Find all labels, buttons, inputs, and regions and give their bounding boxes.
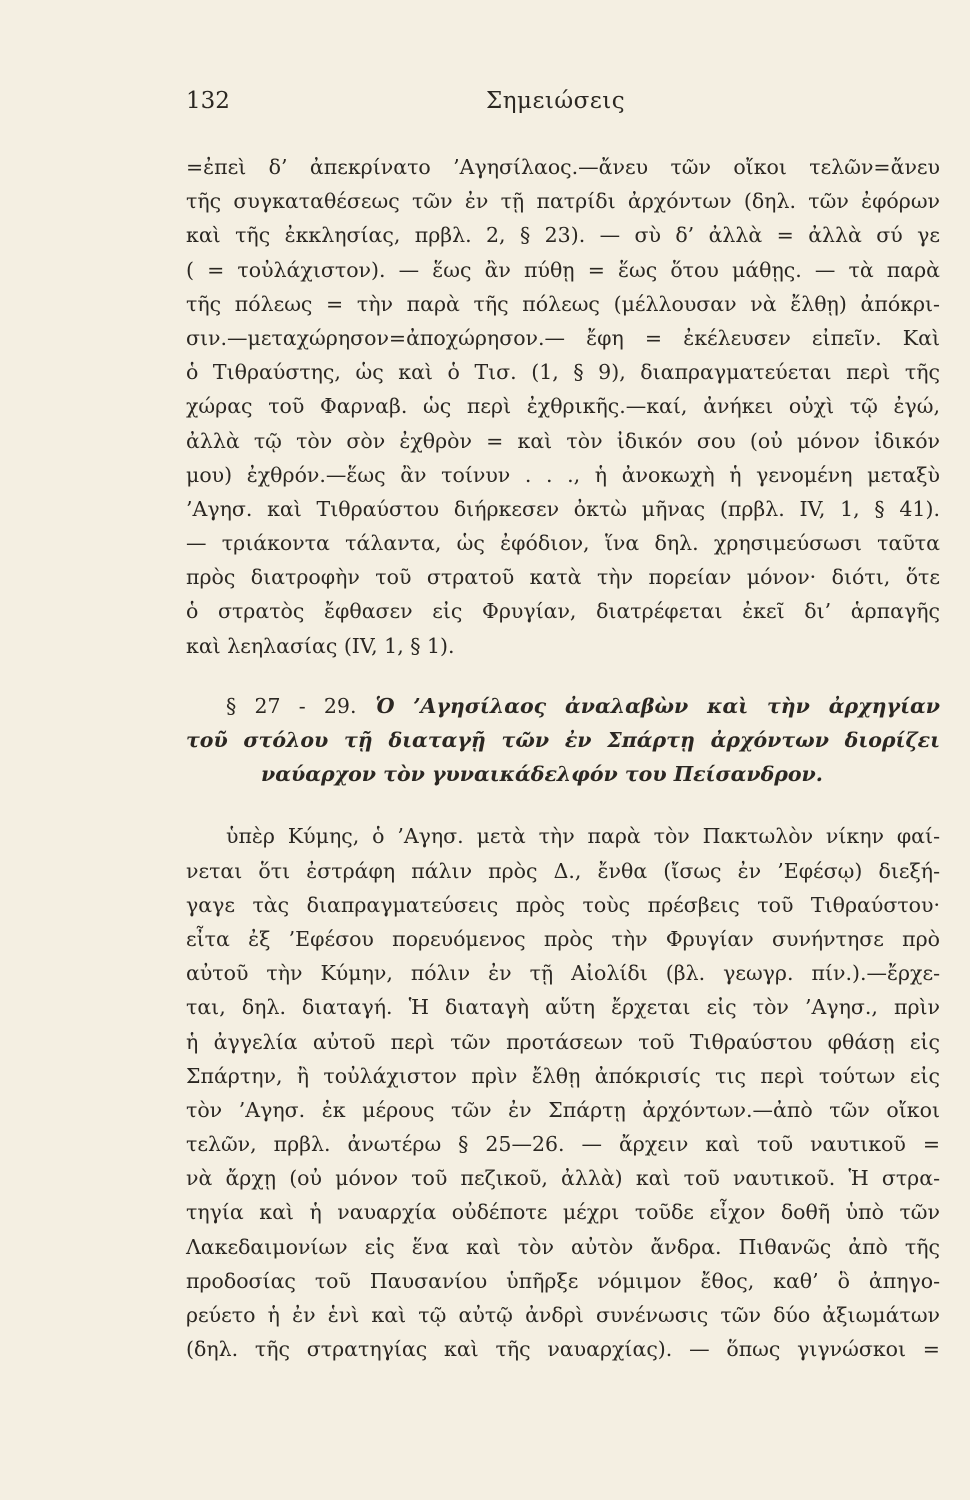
section-heading-line-2: τοῦ στόλου τῇ διαταγῇ τῶν ἐν Σπάρτῃ ἀρχόντων διορίζει bbox=[186, 728, 940, 752]
text-line: ἀλλὰ τῷ τὸν σὸν ἐχθρὸν = καὶ τὸν ἰδικόν σου (οὐ μόνον ἰδικόν bbox=[186, 428, 940, 453]
notes-paragraph-2 bbox=[186, 819, 940, 1366]
notes-paragraph-1 bbox=[186, 150, 940, 663]
page-header bbox=[186, 88, 934, 128]
text-line: ὑπὲρ Κύμης, ὁ ’Αγησ. μετὰ τὴν παρὰ τὸν Πακτωλὸν νίκην φαί- bbox=[226, 824, 940, 849]
text-line: προδοσίας τοῦ Παυσανίου ὑπῆρξε νόμιμον ἔθος, καθ’ ὃ ἀπηγο- bbox=[186, 1268, 940, 1293]
text-line: πρὸς διατροφὴν τοῦ στρατοῦ κατὰ τὴν πορείαν μόνον· διότι, ὅτε bbox=[186, 565, 940, 590]
text-line: καὶ λεηλασίας (IV, 1, § 1). bbox=[186, 633, 455, 658]
text-line: γαγε τὰς διαπραγματεύσεις πρὸς τοὺς πρέσβεις τοῦ Τιθραύστου· bbox=[186, 892, 940, 917]
text-line: καὶ τῆς ἐκκλησίας, πρβλ. 2, § 23). — σὺ δ’ ἀλλὰ = ἀλλὰ σύ γε bbox=[186, 223, 940, 248]
text-line: νεται ὅτι ἐστράφη πάλιν πρὸς Δ., ἔνθα (ἴσως ἐν ’Εφέσῳ) διεξή- bbox=[186, 858, 940, 883]
section-heading-line-3: ναύαρχον τὸν γυναικάδελφόν του Πείσανδρον. bbox=[261, 762, 823, 787]
section-number: § 27 - 29. bbox=[226, 693, 357, 718]
text-line: ἡ ἀγγελία αὐτοῦ περὶ τῶν προτάσεων τοῦ Τιθραύστου φθάσῃ εἰς bbox=[186, 1029, 940, 1054]
text-line: =ἐπεὶ δ’ ἀπεκρίνατο ’Αγησίλαος.—ἄνευ τῶν οἴκοι τελῶν=ἄνευ bbox=[186, 155, 940, 179]
text-line: (δηλ. τῆς στρατηγίας καὶ τῆς ναυαρχίας). — ὅπως γιγνώσκοι = bbox=[186, 1337, 940, 1362]
text-line: ὁ Τιθραύστης, ὡς καὶ ὁ Τισ. (1, § 9), διαπραγματεύεται περὶ τῆς bbox=[186, 360, 940, 385]
text-line: χώρας τοῦ Φαρναβ. ὡς περὶ ἐχθρικῆς.—καί, ἀνήκει οὐχὶ τῷ ἐγώ, bbox=[186, 394, 940, 419]
text-line: ( = τοὐλάχιστον). — ἕως ἂν πύθῃ = ἕως ὅτου μάθῃς. — τὰ παρὰ bbox=[186, 257, 940, 282]
text-line: τῆς πόλεως = τὴν παρὰ τῆς πόλεως (μέλλουσαν νὰ ἔλθῃ) ἀπόκρι- bbox=[186, 291, 940, 316]
text-line: τὸν ’Αγησ. ἐκ μέρους τῶν ἐν Σπάρτῃ ἀρχόντων.—ἀπὸ τῶν οἴκοι bbox=[186, 1097, 940, 1122]
section-heading bbox=[186, 689, 940, 792]
text-line: ’Αγησ. καὶ Τιθραύστου διήρκεσεν ὀκτὼ μῆνας (πρβλ. IV, 1, § 41). bbox=[186, 496, 940, 521]
running-title: Σημειώσεις bbox=[486, 88, 626, 114]
text-line: τελῶν, πρβλ. ἀνωτέρω § 25—26. — ἄρχειν καὶ τοῦ ναυτικοῦ = bbox=[186, 1132, 940, 1157]
text-line: — τριάκοντα τάλαντα, ὡς ἐφόδιον, ἵνα δηλ. χρησιμεύσωσι ταῦτα bbox=[186, 531, 940, 556]
text-line: Σπάρτην, ἢ τοὐλάχιστον πρὶν ἔλθῃ ἀπόκρισίς τις περὶ τούτων εἰς bbox=[186, 1063, 940, 1088]
spacer bbox=[186, 791, 940, 819]
text-line: αὐτοῦ τὴν Κύμην, πόλιν ἐν τῇ Αἰολίδι (βλ. γεωγρ. πίν.).—ἔρχε- bbox=[186, 961, 940, 986]
spacer bbox=[186, 663, 940, 689]
text-line: σιν.—μεταχώρησον=ἀποχώρησον.— ἔφη = ἐκέλευσεν εἰπεῖν. Καὶ bbox=[186, 325, 940, 350]
text-line: τῆς συγκαταθέσεως τῶν ἐν τῇ πατρίδι ἀρχόντων (δηλ. τῶν ἐφόρων bbox=[186, 189, 940, 214]
text-line: εἶτα ἐξ ’Εφέσου πορευόμενος πρὸς τὴν Φρυγίαν συνήντησε πρὸ bbox=[186, 926, 940, 951]
text-line: ται, δηλ. διαταγή. Ἡ διαταγὴ αὕτη ἔρχεται εἰς τὸν ’Αγησ., πρὶν bbox=[186, 995, 940, 1020]
text-line: νὰ ἄρχῃ (οὐ μόνον τοῦ πεζικοῦ, ἀλλὰ) καὶ τοῦ ναυτικοῦ. Ἡ στρα- bbox=[186, 1166, 940, 1191]
text-line: τηγία καὶ ἡ ναυαρχία οὐδέποτε μέχρι τοῦδε εἶχον δοθῆ ὑπὸ τῶν bbox=[186, 1200, 940, 1225]
page-number: 132 bbox=[186, 88, 230, 114]
text-line: Λακεδαιμονίων εἰς ἕνα καὶ τὸν αὐτὸν ἄνδρα. Πιθανῶς ἀπὸ τῆς bbox=[186, 1234, 940, 1259]
section-title-part-1: Ὁ ’Αγησίλαος ἀναλαβὼν καὶ τὴν ἀρχηγίαν bbox=[375, 693, 940, 718]
page-body bbox=[186, 150, 940, 1366]
section-heading-line-1 bbox=[186, 689, 940, 723]
text-line: ρεύετο ἡ ἐν ἑνὶ καὶ τῷ αὐτῷ ἀνδρὶ συνένωσις τῶν δύο ἀξιωμάτων bbox=[186, 1303, 940, 1327]
text-line: μου) ἐχθρόν.—ἕως ἂν τοίνυν . . ., ἡ ἀνοκωχὴ ἡ γενομένη μεταξὺ bbox=[186, 462, 940, 487]
text-line: ὁ στρατὸς ἔφθασεν εἰς Φρυγίαν, διατρέφεται ἐκεῖ δι’ ἁρπαγῆς bbox=[186, 599, 940, 624]
